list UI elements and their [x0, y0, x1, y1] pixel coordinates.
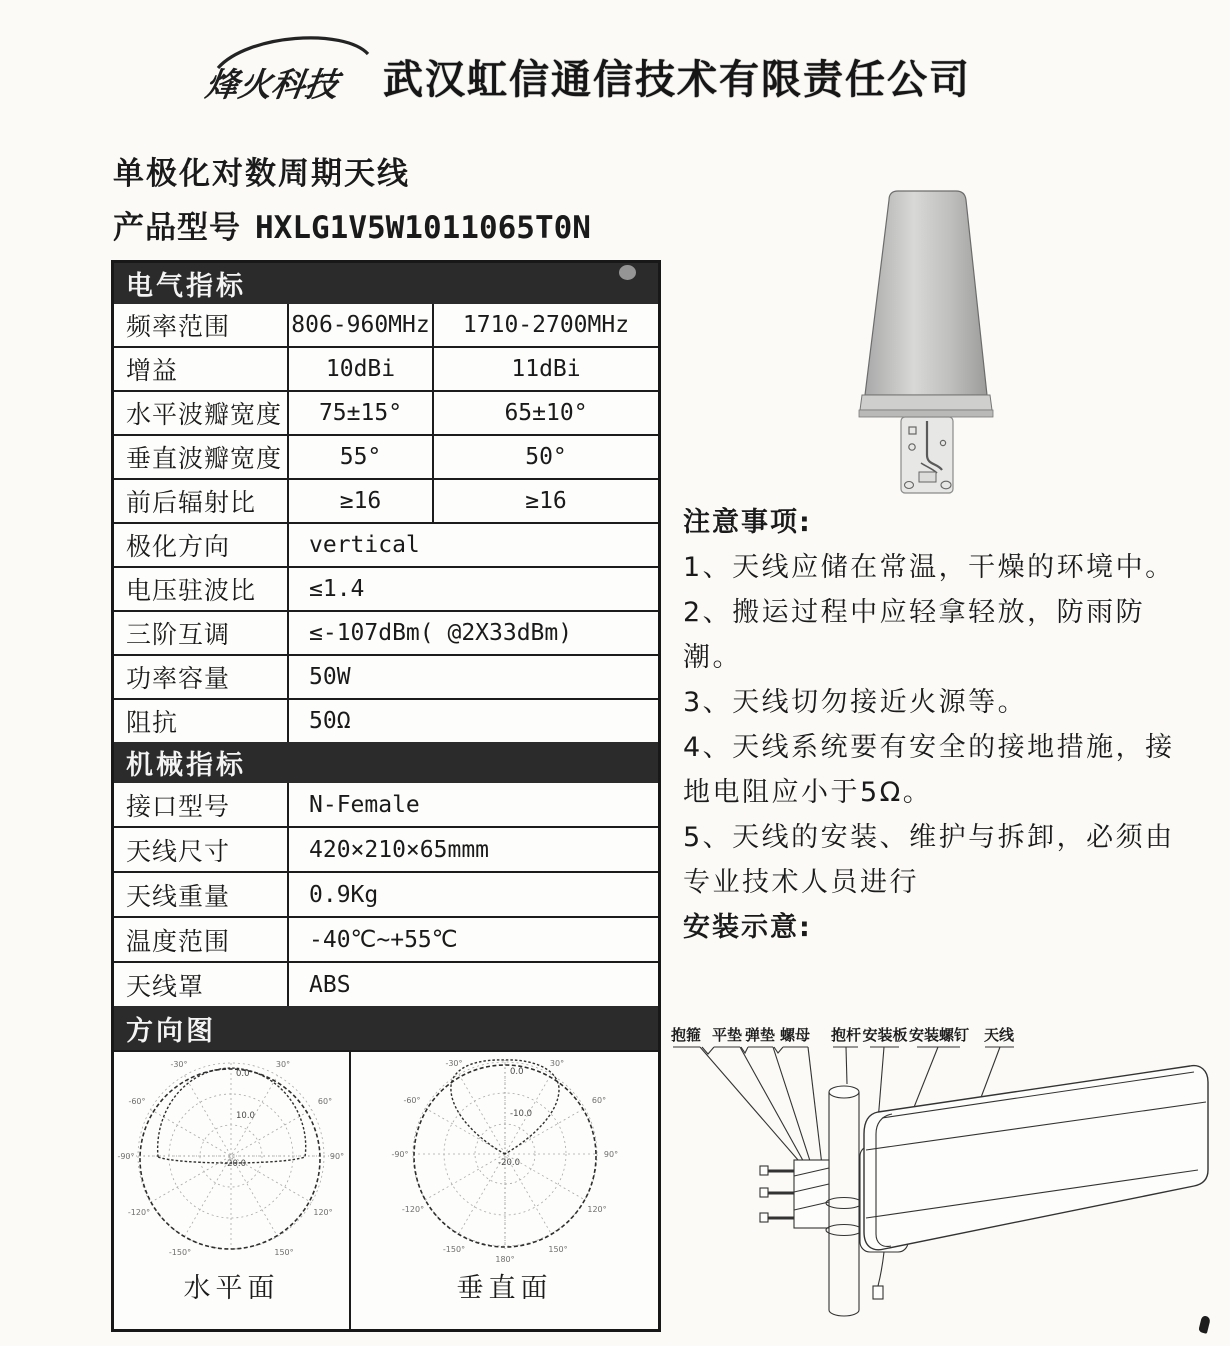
- ring-tick: -10.0: [509, 1109, 532, 1119]
- electrical-rows: [114, 304, 658, 742]
- spec-value-high-band: 11dBi: [511, 356, 581, 382]
- angle-tick: -150°: [442, 1245, 465, 1254]
- spec-value-low-band: 55°: [289, 436, 434, 478]
- spec-value-low-band: ≥16: [289, 480, 434, 522]
- mechanical-section-bar: [114, 742, 658, 783]
- notes-block: [683, 500, 1201, 951]
- ring-tick: 0.0: [509, 1067, 524, 1077]
- install-label: 抱杆: [830, 1026, 862, 1044]
- mechanical-rows: [114, 783, 658, 1006]
- angle-tick: -30°: [169, 1060, 188, 1069]
- spec-table: [111, 260, 661, 1332]
- angle-tick: 150°: [547, 1245, 568, 1254]
- table-row: [114, 871, 658, 916]
- model-number: HXLG1V5W1011065T0N: [255, 210, 591, 246]
- spec-value-high-band: 1710-2700MHz: [462, 312, 630, 338]
- radome-flange: [860, 395, 992, 410]
- ring-tick: 0.0: [235, 1069, 250, 1079]
- spec-value: 50Ω: [309, 708, 351, 734]
- horizontal-pattern-chart: [114, 1052, 350, 1264]
- angle-tick: -60°: [127, 1097, 146, 1106]
- spec-label: 阻抗: [114, 700, 289, 742]
- spec-label: 极化方向: [114, 524, 289, 566]
- logo-text: 烽火科技: [203, 65, 341, 104]
- install-label: 抱箍: [670, 1026, 702, 1044]
- vertical-pattern-cell: [351, 1052, 658, 1329]
- table-row: [114, 478, 658, 522]
- note-item: 5、天线的安装、维护与拆卸，必须由专业技术人员进行: [683, 822, 1175, 898]
- company-name: 武汉虹信通信技术有限责任公司: [383, 57, 971, 103]
- install-label: 螺母: [779, 1026, 811, 1044]
- install-label: 天线: [983, 1026, 1015, 1044]
- note-item: 1、天线应储在常温，干燥的环境中。: [683, 552, 1175, 583]
- vertical-pattern-caption: 垂直面: [456, 1273, 553, 1304]
- spec-value: ≤-107dBm( @2X33dBm): [309, 620, 573, 646]
- connector: [919, 472, 936, 482]
- installation-diagram: [670, 1020, 1230, 1344]
- vertical-pattern-chart: [380, 1052, 630, 1264]
- table-row: [114, 346, 658, 390]
- spec-value-high-band: 50°: [525, 444, 567, 470]
- angle-tick: -60°: [402, 1096, 421, 1105]
- table-row: [114, 826, 658, 871]
- table-row: [114, 783, 658, 826]
- ring-tick: -20.0: [223, 1159, 246, 1169]
- table-row: [114, 610, 658, 654]
- table-row: [114, 390, 658, 434]
- angle-tick: -30°: [444, 1059, 463, 1068]
- spec-value: N-Female: [309, 791, 420, 818]
- angle-tick: 30°: [549, 1059, 564, 1068]
- spec-label: 增益: [114, 348, 289, 390]
- table-row: [114, 654, 658, 698]
- spec-label: 水平波瓣宽度: [114, 392, 289, 434]
- angle-tick: -150°: [168, 1248, 191, 1257]
- angle-tick: 120°: [312, 1208, 333, 1217]
- product-title: 单极化对数周期天线: [113, 156, 410, 192]
- electrical-section-bar: [114, 263, 658, 304]
- spec-label: 垂直波瓣宽度: [114, 436, 289, 478]
- spec-value: 0.9Kg: [309, 881, 379, 908]
- table-row: [114, 916, 658, 961]
- mechanical-section-title: 机械指标: [126, 750, 246, 781]
- spec-label: 接口型号: [114, 783, 289, 826]
- note-item: 4、天线系统要有安全的接地措施，接地电阻应小于5Ω。: [683, 732, 1175, 808]
- spec-label: 频率范围: [114, 304, 289, 346]
- radome-shape: [865, 191, 987, 395]
- table-row: [114, 522, 658, 566]
- model-label: 产品型号: [113, 210, 241, 246]
- spec-value: 50W: [309, 664, 351, 690]
- pattern-area: [114, 1050, 658, 1329]
- ring-tick: -20.0: [497, 1158, 520, 1168]
- angle-tick: 180°: [494, 1255, 515, 1264]
- table-row: [114, 304, 658, 346]
- notes-title: 注意事项:: [683, 507, 812, 538]
- spec-value-low-band: 10dBi: [289, 348, 434, 390]
- spec-value: 420×210×65mmm: [309, 836, 490, 863]
- install-title: 安装示意:: [683, 912, 812, 943]
- spec-label: 功率容量: [114, 656, 289, 698]
- fiberhome-logo: [196, 26, 381, 118]
- install-label: 平垫: [711, 1026, 743, 1044]
- spec-label: 天线重量: [114, 873, 289, 916]
- angle-tick: 90°: [603, 1150, 618, 1159]
- note-item: 2、搬运过程中应轻拿轻放，防雨防潮。: [683, 597, 1146, 673]
- spec-label: 天线尺寸: [114, 828, 289, 871]
- spec-value-high-band: 65±10°: [504, 400, 588, 426]
- spec-value-low-band: 75±15°: [289, 392, 434, 434]
- angle-tick: -120°: [127, 1208, 150, 1217]
- pattern-section-bar: [114, 1006, 658, 1050]
- spec-value: ≤1.4: [309, 576, 365, 602]
- spec-label: 前后辐射比: [114, 480, 289, 522]
- install-label: 安装板: [862, 1026, 908, 1044]
- spec-label: 三阶互调: [114, 612, 289, 654]
- table-row: [114, 961, 658, 1006]
- spec-value: ABS: [309, 971, 351, 998]
- angle-tick: 30°: [275, 1060, 290, 1069]
- antenna-photo: [825, 183, 1025, 513]
- table-row: [114, 434, 658, 478]
- model-line: [113, 202, 591, 247]
- angle-tick: 60°: [317, 1097, 332, 1106]
- spec-label: 天线罩: [114, 963, 289, 1006]
- install-label: 弹垫: [744, 1026, 776, 1044]
- angle-tick: -90°: [116, 1152, 135, 1161]
- angle-tick: 120°: [586, 1205, 607, 1214]
- angle-tick: 90°: [329, 1152, 344, 1161]
- angle-tick: -120°: [401, 1205, 424, 1214]
- spec-value: -40℃~+55℃: [309, 926, 458, 953]
- electrical-section-title: 电气指标: [126, 271, 246, 302]
- horizontal-pattern-caption: 水平面: [183, 1273, 280, 1304]
- spec-value-low-band: 806-960MHz: [289, 304, 434, 346]
- table-row: [114, 698, 658, 742]
- horizontal-pattern-cell: [114, 1052, 351, 1329]
- spec-label: 电压驻波比: [114, 568, 289, 610]
- note-item: 3、天线切勿接近火源等。: [683, 687, 1028, 718]
- table-row: [114, 566, 658, 610]
- spec-value-high-band: ≥16: [525, 488, 567, 514]
- angle-tick: 60°: [591, 1096, 606, 1105]
- scan-artifact-bubble: [619, 265, 636, 280]
- angle-tick: 150°: [273, 1248, 294, 1257]
- ring-tick: 10.0: [235, 1111, 255, 1121]
- install-label: 安装螺钉: [908, 1026, 970, 1044]
- spec-label: 温度范围: [114, 918, 289, 961]
- spec-value: vertical: [309, 532, 420, 558]
- pattern-section-title: 方向图: [126, 1015, 216, 1047]
- angle-tick: -90°: [390, 1150, 409, 1159]
